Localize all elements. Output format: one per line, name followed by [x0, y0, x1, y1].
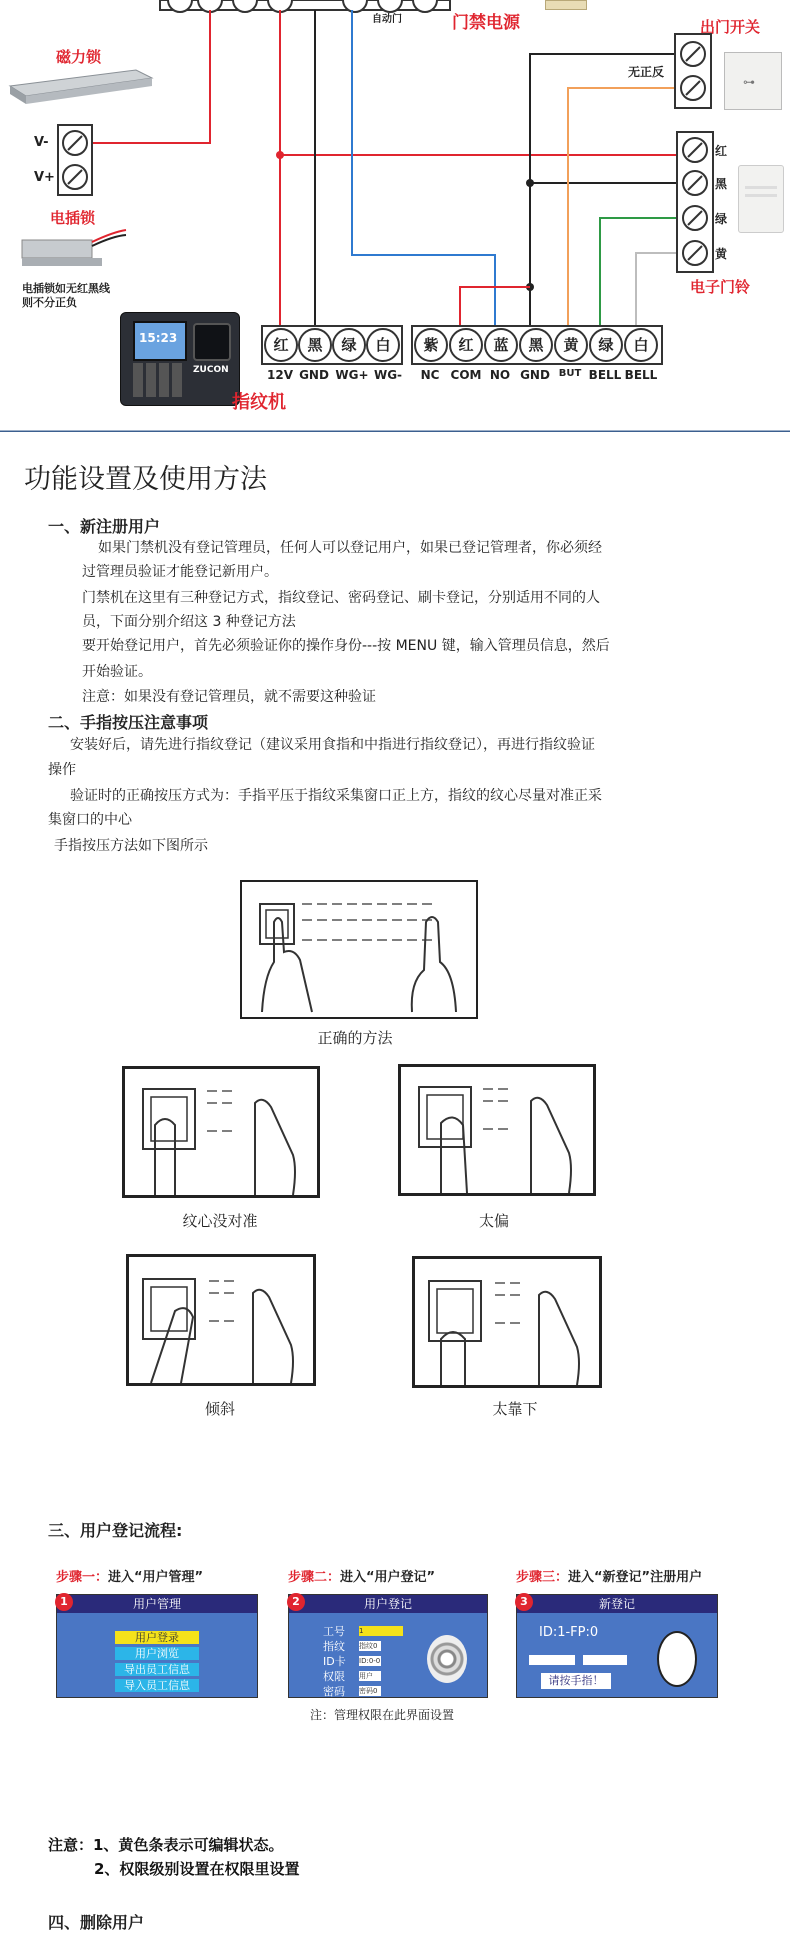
caption-misaligned: 纹心没对准 — [182, 1212, 258, 1230]
press-finger-prompt: 请按手指！ — [541, 1673, 611, 1689]
pin-name-bell-1: BELL — [588, 368, 622, 382]
input-box-1 — [529, 1655, 575, 1665]
step-3-title — [516, 1566, 702, 1585]
step-3-text: 进入“新登记”注册用户 — [568, 1570, 703, 1585]
field-value-card[interactable]: ID:0-0 — [359, 1657, 381, 1665]
reader-terminal-gnd: 黑 — [298, 328, 332, 362]
reader-terminal-wg-minus: 白 — [366, 328, 400, 362]
step-1-title — [56, 1566, 203, 1585]
finger-press-tilted-illustration — [129, 1257, 313, 1383]
menu-item-user-login[interactable]: 用户登录 — [115, 1631, 199, 1644]
v-plus-label: V+ — [34, 170, 55, 185]
new-registration-id: ID:1-FP:0 — [539, 1625, 599, 1640]
field-label-id: 工号 — [323, 1625, 345, 1638]
power-label: 门禁电源 — [452, 13, 520, 33]
pin-name-nc: NC — [420, 368, 440, 382]
step-1-prefix: 步骤一： — [56, 1570, 109, 1585]
step-2-text: 进入“用户登记” — [340, 1570, 436, 1585]
section-2-title: 二、手指按压注意事项 — [48, 713, 209, 732]
offset-figure — [398, 1064, 596, 1196]
key-icon: ⊶ — [743, 75, 755, 89]
caption-offset: 太偏 — [478, 1212, 509, 1230]
step-2-prefix: 步骤二： — [288, 1570, 341, 1585]
step-badge-1: 1 — [55, 1593, 73, 1611]
screen-user-management — [56, 1594, 258, 1698]
sec1-p2-line1: 门禁机在这里有三种登记方式，指纹登记、密码登记、刷卡登记，分别适用不同的人 — [82, 590, 600, 606]
step-1-text: 进入“用户管理” — [108, 1570, 204, 1585]
pin-name-gnd-2: GND — [520, 368, 550, 382]
device-brand: ZUCON — [193, 365, 229, 375]
finger-press-too-low-illustration — [415, 1259, 599, 1385]
reader-terminal-12v: 红 — [264, 328, 298, 362]
magnetic-lock-image — [6, 66, 156, 106]
pin-name-wg-plus: WG+ — [335, 368, 369, 382]
reader-terminal-bell-2: 白 — [624, 328, 658, 362]
sec1-p3-line2: 开始验证。 — [82, 664, 152, 680]
doorbell-pin-red: 红 — [715, 144, 728, 158]
electric-lock-note-2: 则不分正负 — [22, 296, 77, 309]
v-minus-label: V- — [34, 135, 49, 150]
field-value-id[interactable]: 1 — [359, 1626, 403, 1636]
reader-terminal-bell-1: 绿 — [589, 328, 623, 362]
fingerprint-icon — [427, 1635, 467, 1683]
tilted-figure — [126, 1254, 316, 1386]
finger-press-correct-illustration — [242, 882, 476, 1017]
auto-door-label: 自动门 — [372, 14, 402, 25]
electric-lock-image — [18, 226, 128, 274]
sec2-p3: 手指按压方法如下图所示 — [54, 838, 208, 854]
sec1-p4: 注意：如果没有登记管理员，就不需要这种验证 — [82, 689, 376, 705]
doorbell-label: 电子门铃 — [690, 278, 751, 296]
electric-lock-note-1: 电插锁如无红黑线 — [22, 282, 110, 295]
sec1-p1-line2: 过管理员验证才能登记新用户。 — [82, 564, 278, 580]
fingerprint-device-image — [120, 312, 240, 406]
reader-terminal-nc: 紫 — [414, 328, 448, 362]
screen-user-registration — [288, 1594, 488, 1698]
device-screen — [133, 321, 187, 361]
section-3-title: 三、用户登记流程: — [48, 1521, 183, 1540]
reader-terminal-com: 红 — [449, 328, 483, 362]
doorbell-pin-yellow: 黄 — [715, 247, 728, 261]
screen-3-title: 新登记 — [517, 1595, 717, 1613]
screen-2-title: 用户登记 — [289, 1595, 487, 1613]
pin-name-wg-minus: WG- — [373, 368, 403, 382]
correct-method-figure — [240, 880, 478, 1019]
note-line-2: 2、权限级别设置在权限里设置 — [94, 1860, 300, 1878]
caption-correct: 正确的方法 — [317, 1029, 393, 1047]
screens-note: 注：管理权限在此界面设置 — [310, 1708, 455, 1722]
exit-switch-image — [724, 52, 782, 110]
field-label-password: 密码 — [323, 1685, 345, 1698]
field-value-permission[interactable]: 用户 — [359, 1671, 381, 1681]
note-line-1: 注意：1、黄色条表示可编辑状态。 — [48, 1836, 284, 1854]
finger-press-misaligned-illustration — [125, 1069, 317, 1195]
device-sensor — [193, 323, 231, 361]
field-value-password[interactable]: 密码0 — [359, 1686, 381, 1696]
reader-terminal-but: 黄 — [554, 328, 588, 362]
magnetic-lock-label: 磁力锁 — [56, 48, 102, 66]
menu-item-import[interactable]: 导入员工信息 — [115, 1679, 199, 1692]
sec1-p2-line2: 员，下面分别介绍这 3 种登记方法 — [82, 614, 296, 630]
sec2-p2-line2: 集窗口的中心 — [48, 812, 132, 828]
screen-1-title: 用户管理 — [57, 1595, 257, 1613]
page-title: 功能设置及使用方法 — [24, 464, 267, 495]
pin-name-12v: 12V — [267, 368, 293, 382]
step-badge-2: 2 — [287, 1593, 305, 1611]
wiring-diagram — [0, 0, 790, 432]
finger-press-offset-illustration — [401, 1067, 593, 1193]
pin-name-no: NO — [489, 368, 511, 382]
sec2-p1-line1: 安装好后，请先进行指纹登记（建议采用食指和中指进行指纹登记），再进行指纹验证 — [70, 737, 595, 753]
device-keypad — [133, 363, 183, 397]
input-box-2 — [583, 1655, 627, 1665]
doorbell-pin-black: 黑 — [715, 177, 728, 191]
doorbell-pin-green: 绿 — [715, 212, 728, 226]
field-label-fingerprint: 指纹 — [323, 1640, 345, 1653]
pin-name-com: COM — [450, 368, 482, 382]
sec1-p3-line1: 要开始登记用户，首先必须验证你的操作身份---按 MENU 键，输入管理员信息，然后 — [82, 638, 610, 654]
sec1-p1-line1: 如果门禁机没有登记管理员，任何人可以登记用户，如果已登记管理者，你必须经 — [98, 540, 602, 556]
field-label-card: ID卡 — [323, 1655, 346, 1668]
exit-switch-label: 出门开关 — [700, 18, 761, 36]
menu-item-export[interactable]: 导出员工信息 — [115, 1663, 199, 1676]
field-label-permission: 权限 — [323, 1670, 345, 1683]
pin-name-bell-2: BELL — [624, 368, 658, 382]
section-1-title: 一、新注册用户 — [48, 517, 161, 536]
sec2-p2-line1: 验证时的正确按压方式为：手指平压于指纹采集窗口正上方，指纹的纹心尽量对准正采 — [70, 788, 602, 804]
device-clock: 15:23 — [139, 331, 178, 345]
reader-terminal-gnd-2: 黑 — [519, 328, 553, 362]
sec2-p1-line2: 操作 — [48, 762, 76, 778]
screen-new-registration — [516, 1594, 718, 1698]
menu-item-user-browse[interactable]: 用户浏览 — [115, 1647, 199, 1660]
no-polarity-label: 无正反 — [628, 65, 665, 79]
section-4-title: 四、删除用户 — [48, 1913, 145, 1932]
too-low-figure — [412, 1256, 602, 1388]
caption-too-low: 太靠下 — [492, 1400, 538, 1418]
reader-terminal-wg-plus: 绿 — [332, 328, 366, 362]
doorbell-image — [738, 165, 784, 233]
reader-terminal-no: 蓝 — [484, 328, 518, 362]
power-supply-image — [545, 0, 587, 10]
reader-label: 指纹机 — [232, 392, 286, 413]
pin-name-gnd: GND — [299, 368, 329, 382]
step-badge-3: 3 — [515, 1593, 533, 1611]
caption-tilted: 倾斜 — [204, 1400, 235, 1418]
step-3-prefix: 步骤三： — [516, 1570, 569, 1585]
pin-name-but: BUT — [558, 368, 582, 379]
field-value-fingerprint[interactable]: 指纹0 — [359, 1641, 381, 1651]
misaligned-figure — [122, 1066, 320, 1198]
step-2-title — [288, 1566, 435, 1585]
fingerprint-sensor-icon — [657, 1631, 697, 1687]
electric-lock-label: 电插锁 — [50, 209, 96, 227]
